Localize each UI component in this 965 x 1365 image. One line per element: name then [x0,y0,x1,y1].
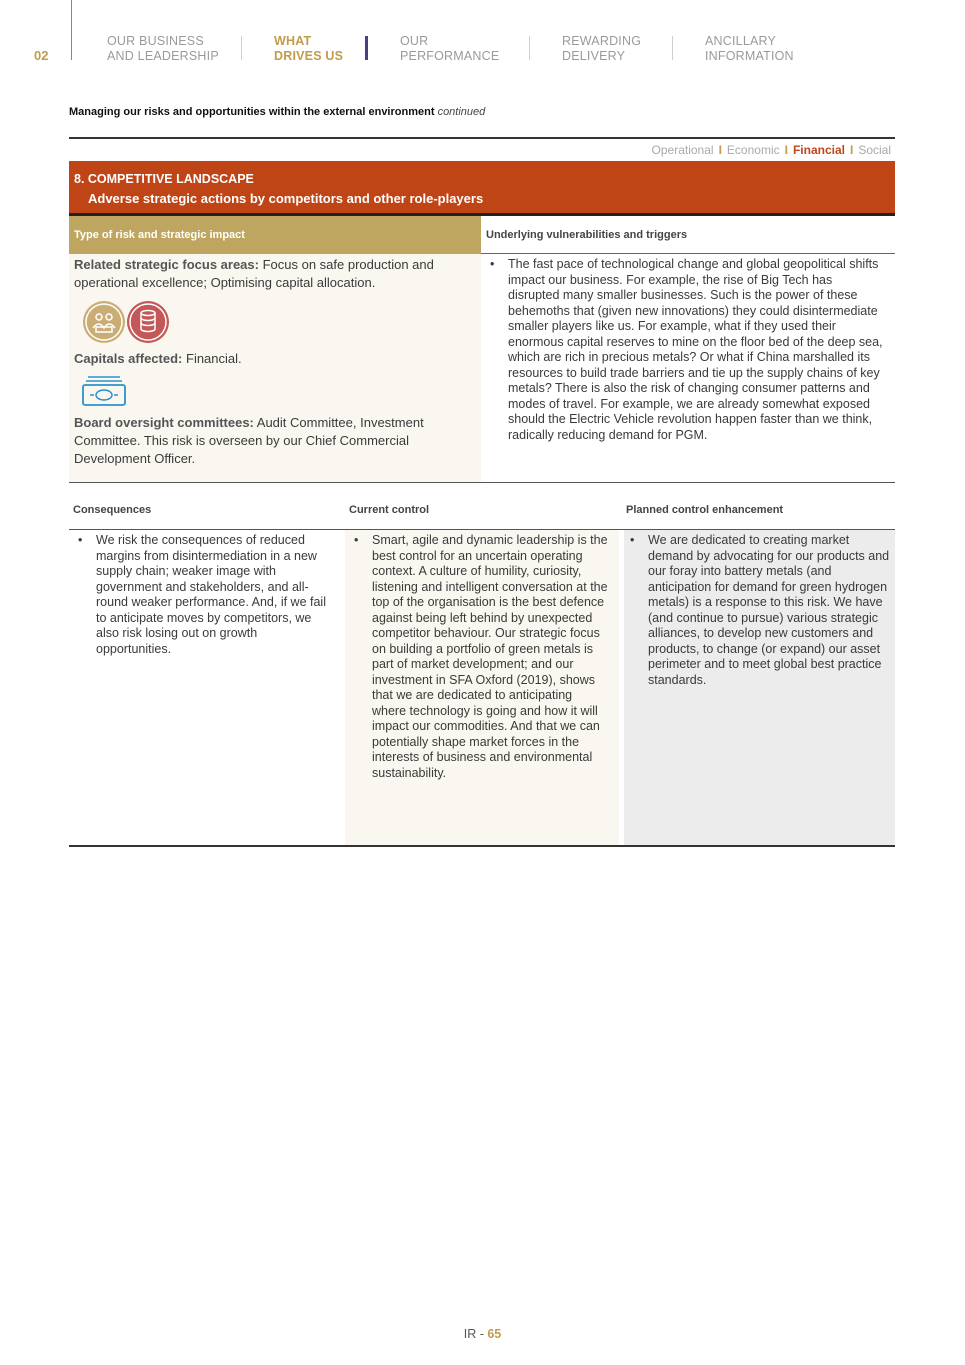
nav-line: OUR BUSINESS [107,34,204,48]
nav-separator [241,36,242,60]
capitals-affected [74,350,469,368]
nav-separator [529,36,530,60]
focus-text: Focus on safe production and operational excellence; Optimising capital allocation. [74,257,434,290]
nav-line: DRIVES US [274,49,344,63]
bullet-icon: • [490,257,495,271]
list-item [626,533,890,688]
nav-ancillary-information[interactable] [705,34,794,64]
nav-line: DELIVERY [562,49,626,63]
vulnerability-text: The fast pace of technological change and global geopolitical shifts impact our business. For example, the rise of Big Tech has disrupted many smaller businesses. Such is the power of these behemoths that (given new innovations) they could disintermediate smaller players like us. For example, what if they used their enormous capital reserves to mine on the floor bed of the deep sea, which are rich in precious metals? Or what if China marshalled its resources to build trade barriers and tie up the supply chains of key metals? There is also the risk of changing consumer patterns and modes of travel. For example, we are already somewhat exposed should the Electric Vehicle revolution happen faster than we think, radically reducing demand for PGM. [508,257,883,442]
nav-line: ANCILLARY [705,34,777,48]
bullet-icon: • [78,533,83,547]
header-divider-line [71,0,72,60]
consequences-text: We risk the consequences of reduced margins from disintermediation in a new supply chain; weaker image with government and stakeholders, and all-round weaker performance. And, if we fail to anticipate moves by competitors, we also risk losing out on growth opportunities. [96,533,326,656]
planned-control-cell [626,533,890,688]
col-header-label: Underlying vulnerabilities and triggers [486,229,688,241]
list-item [74,533,329,657]
bullet-icon: • [630,533,635,547]
risk-categories [652,143,891,157]
nav-our-business[interactable] [107,34,219,64]
risk-subtitle: Adverse strategic actions by competitors and other role-players [88,191,484,206]
current-control-text: Smart, agile and dynamic leadership is the best control for an uncertain operating context. A culture of humility, curiosity, listening and intelligent conversation at the top of the organisation is the best defence against being left behind by unexpected competitor behaviour. Our strategic focus on building a portfolio of green metals is part of market development; and our investment in SFA Oxford (2019), shows that we are dedicated to anticipating where technology is going and how it will impact our commodities. And that we can potentially shape market forces in the interests of business and environmental sustainability. [372,533,608,780]
financial-capital-icon [82,375,126,412]
bullet-icon: • [354,533,359,547]
board-oversight [74,414,469,468]
nav-what-drives-us[interactable] [274,34,343,64]
nav-rewarding-delivery[interactable] [562,34,641,64]
category-economic: Economic [726,143,780,157]
risk-title: 8. COMPETITIVE LANDSCAPE [74,172,254,186]
safe-production-icon [82,300,126,349]
col-header-vulnerabilities [481,216,895,254]
nav-separator [672,36,673,60]
consequences-cell [74,533,329,657]
focus-areas [74,256,469,292]
board-label: Board oversight committees: [74,415,254,430]
page-footer [0,1327,965,1341]
page-number: 65 [487,1327,502,1341]
col-header-label: Type of risk and strategic impact [74,229,245,241]
col-header-type [69,216,481,254]
capital-allocation-icon [126,300,170,349]
section-number: 02 [34,48,49,63]
section-intro [69,106,485,118]
capitals-label: Capitals affected: [74,351,183,366]
risk-type-panel [69,254,481,482]
board-text: Audit Committee, Investment Committee. This risk is overseen by our Chief Commercial Development Officer. [74,415,424,466]
current-control-cell [350,533,608,781]
category-financial: Financial [792,143,845,157]
nav-line: REWARDING [562,34,642,48]
planned-control-heading: Planned control enhancement [626,504,784,516]
col-header-rule [481,253,895,254]
category-social: Social [858,143,891,157]
consequences-heading: Consequences [73,504,152,516]
nav-line: PERFORMANCE [400,49,500,63]
nav-line: WHAT [274,34,312,48]
intro-title: Managing our risks and opportunities within the external environment [69,106,435,118]
planned-control-text: We are dedicated to creating market demand by advocating for our products and our foray into battery metals (and anticipation for demand for green hydrogen metals) is a response to this risk. We have (and continue to pursue) various strategic alliances, to develop new customers and products, to change (or expand) our asset perimeter and to meet global best practice standards. [648,533,890,687]
category-operational: Operational [651,143,714,157]
nav-active-marker [365,36,368,60]
current-control-heading: Current control [349,504,430,516]
capitals-text: Financial. [186,351,242,366]
bottom-rule [69,845,895,847]
nav-our-performance[interactable] [400,34,499,64]
nav-line: OUR [400,34,429,48]
list-item [350,533,608,781]
list-item [486,257,886,443]
vulnerabilities-text [486,257,886,443]
nav-line: INFORMATION [705,49,794,63]
footer-prefix: IR - [463,1327,488,1341]
category-separator: I [718,143,722,157]
nav-line: AND LEADERSHIP [107,49,219,63]
focus-label: Related strategic focus areas: [74,257,259,272]
category-separator: I [784,143,788,157]
intro-continued: continued [437,106,486,118]
risk-header [69,161,895,213]
top-rule [69,137,895,139]
middle-rule [69,482,895,483]
category-separator: I [849,143,854,157]
